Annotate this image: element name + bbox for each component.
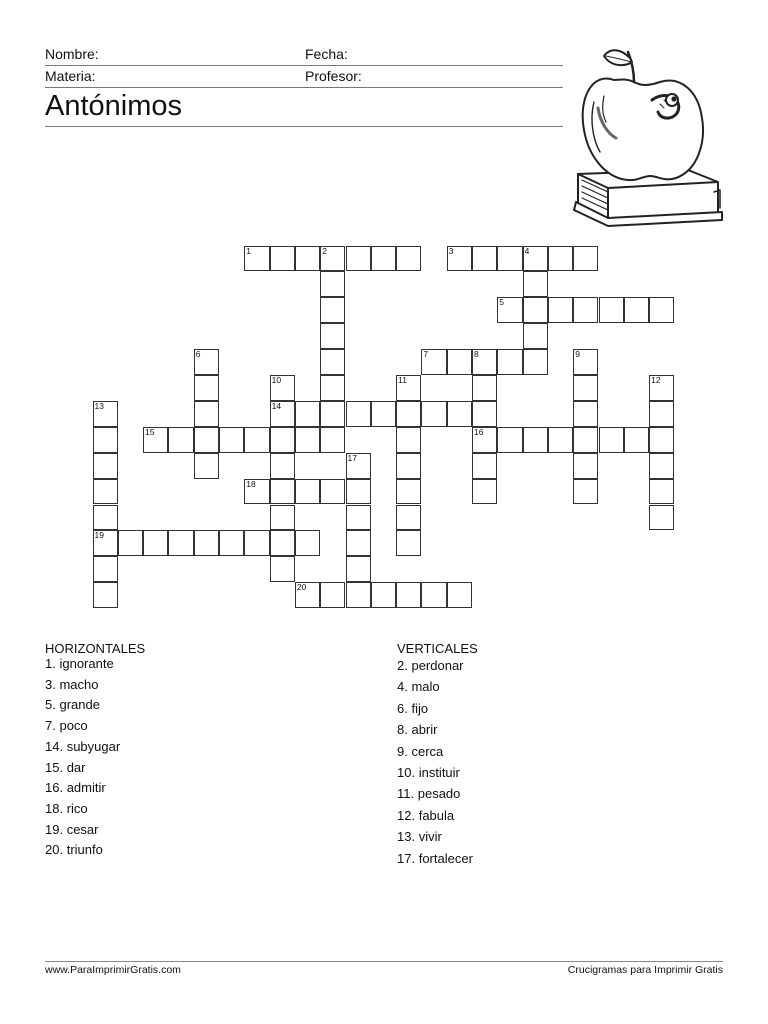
crossword-cell[interactable] [573,401,598,427]
crossword-cell[interactable] [143,427,168,453]
across-clue: 5. grande [45,697,100,713]
crossword-cell[interactable] [270,401,295,427]
crossword-cell[interactable] [320,246,345,272]
crossword-cell[interactable] [649,375,674,401]
subject-label: Materia: [45,68,96,84]
crossword-cell[interactable] [497,246,522,272]
across-heading: HORIZONTALES [45,641,146,656]
across-clue: 15. dar [45,759,86,775]
clue-number: 9 [575,349,580,360]
crossword-cell[interactable] [270,427,295,453]
clue-number: 5 [499,297,505,308]
crossword-cell[interactable] [346,453,371,479]
across-clue: 3. macho [45,676,99,692]
name-label: Nombre: [45,46,99,62]
clue-number: 19 [94,530,104,541]
across-clue: 7. poco [45,718,88,734]
clue-number: 1 [246,245,252,256]
clue-number: 8 [474,349,479,360]
crossword-cell[interactable] [270,453,295,479]
crossword-cell[interactable] [573,375,598,401]
crossword-cell[interactable] [472,246,497,272]
crossword-cell[interactable] [168,427,193,453]
footer-website[interactable]: www.ParaImprimirGratis.com [45,964,181,976]
crossword-cell[interactable] [295,246,320,272]
crossword-cell[interactable] [194,349,219,375]
crossword-cell[interactable] [320,401,345,427]
crossword-cell[interactable] [421,401,446,427]
crossword-cell[interactable] [320,349,345,375]
crossword-cell[interactable] [320,323,345,349]
down-clue: 6. fijo [397,700,429,716]
clue-number: 6 [195,349,201,360]
crossword-cell[interactable] [295,530,320,556]
clue-number: 11 [398,375,407,385]
crossword-cell[interactable] [447,349,472,375]
crossword-cell[interactable] [421,582,446,608]
footer-divider [45,961,723,962]
clue-number: 7 [423,349,429,360]
down-clue: 8. abrir [397,722,438,738]
down-clue: 17. fortalecer [397,850,473,866]
crossword-cell[interactable] [472,375,497,401]
crossword-cell[interactable] [472,479,497,505]
crossword-cell[interactable] [649,427,674,453]
clue-number: 17 [347,452,357,463]
crossword-cell[interactable] [523,349,548,375]
crossword-cell[interactable] [396,479,421,505]
crossword-cell[interactable] [497,297,522,323]
crossword-cell[interactable] [93,505,118,531]
crossword-cell[interactable] [523,297,548,323]
crossword-cell[interactable] [320,297,345,323]
crossword-cell[interactable] [548,427,573,453]
crossword-cell[interactable] [320,271,345,297]
crossword-cell[interactable] [346,505,371,531]
clue-number: 12 [651,375,661,385]
down-clue: 13. vivir [397,829,442,845]
crossword-cell[interactable] [396,505,421,531]
crossword-cell[interactable] [346,246,371,272]
crossword-cell[interactable] [573,453,598,479]
across-clue: 19. cesar [45,821,99,837]
crossword-cell[interactable] [649,453,674,479]
crossword-cell[interactable] [447,582,472,608]
crossword-cell[interactable] [649,297,674,323]
crossword-cell[interactable] [624,427,649,453]
crossword-cell[interactable] [270,246,295,272]
clue-number: 3 [448,245,454,256]
clue-number: 13 [94,400,104,411]
crossword-cell[interactable] [320,375,345,401]
down-clue-list [397,655,473,869]
crossword-cell[interactable] [396,401,421,427]
crossword-cell[interactable] [93,582,118,608]
down-heading: VERTICALES [397,641,478,656]
crossword-cell[interactable] [295,479,320,505]
crossword-cell[interactable] [244,479,269,505]
across-clue: 20. triunfo [45,842,103,858]
crossword-cell[interactable] [573,297,598,323]
clue-number: 15 [145,426,155,437]
crossword-cell[interactable] [346,530,371,556]
crossword-cell[interactable] [599,427,624,453]
crossword-cell[interactable] [396,530,421,556]
crossword-cell[interactable] [168,530,193,556]
crossword-cell[interactable] [244,530,269,556]
crossword-cell[interactable] [219,427,244,453]
crossword-cell[interactable] [421,349,446,375]
crossword-cell[interactable] [194,401,219,427]
crossword-cell[interactable] [649,505,674,531]
crossword-cell[interactable] [497,427,522,453]
crossword-cell[interactable] [194,427,219,453]
crossword-cell[interactable] [295,401,320,427]
crossword-cell[interactable] [396,375,421,401]
crossword-cell[interactable] [472,453,497,479]
crossword-cell[interactable] [346,582,371,608]
down-clue: 2. perdonar [397,658,464,673]
crossword-cell[interactable] [573,427,598,453]
across-clue: 16. admitir [45,780,106,796]
teacher-label: Profesor: [305,68,362,84]
crossword-cell[interactable] [649,401,674,427]
date-label: Fecha: [305,46,348,62]
clue-number: 20 [296,582,307,593]
crossword-cell[interactable] [396,246,421,272]
crossword-cell[interactable] [472,427,497,453]
down-clue: 4. malo [397,679,440,695]
crossword-cell[interactable] [244,246,269,272]
crossword-cell[interactable] [295,427,320,453]
across-clue: 1. ignorante [45,656,114,671]
page-title: Antónimos [45,90,183,122]
crossword-cell[interactable] [447,401,472,427]
clue-number: 16 [474,426,484,437]
crossword-cell[interactable] [573,479,598,505]
crossword-cell[interactable] [396,453,421,479]
crossword-cell[interactable] [194,530,219,556]
crossword-cell[interactable] [371,582,396,608]
across-clue: 18. rico [45,800,88,816]
crossword-cell[interactable] [649,479,674,505]
down-clue: 11. pesado [397,786,461,802]
crossword-cell[interactable] [320,582,345,608]
crossword-cell[interactable] [244,427,269,453]
clue-number: 10 [271,375,282,385]
across-clue: 14. subyugar [45,738,121,754]
crossword-cell[interactable] [346,556,371,582]
crossword-cell[interactable] [219,530,244,556]
down-clue: 10. instituir [397,765,460,781]
crossword-cell[interactable] [472,401,497,427]
crossword-cell[interactable] [93,556,118,582]
crossword-cell[interactable] [194,453,219,479]
crossword-cell[interactable] [548,297,573,323]
crossword-cell[interactable] [548,246,573,272]
crossword-cell[interactable] [270,479,295,505]
clue-number: 4 [524,245,530,256]
crossword-cell[interactable] [523,271,548,297]
crossword-cell[interactable] [270,375,295,401]
crossword-cell[interactable] [93,479,118,505]
crossword-cell[interactable] [270,556,295,582]
crossword-cell[interactable] [599,297,624,323]
crossword-cell[interactable] [295,582,320,608]
crossword-cell[interactable] [118,530,143,556]
crossword-cell[interactable] [371,246,396,272]
crossword-cell[interactable] [93,401,118,427]
crossword-cell[interactable] [447,246,472,272]
clue-number: 2 [322,245,327,256]
crossword-cell[interactable] [270,530,295,556]
crossword-cell[interactable] [624,297,649,323]
crossword-cell[interactable] [396,427,421,453]
crossword-cell[interactable] [396,582,421,608]
crossword-cell[interactable] [270,505,295,531]
crossword-cell[interactable] [93,530,118,556]
crossword-cell[interactable] [320,479,345,505]
clue-number: 18 [246,478,256,489]
crossword-cell[interactable] [523,323,548,349]
crossword-cell[interactable] [93,453,118,479]
crossword-cell[interactable] [371,401,396,427]
crossword-cell[interactable] [143,530,168,556]
crossword-cell[interactable] [320,427,345,453]
clue-number: 14 [271,400,282,411]
footer-caption: Crucigramas para Imprimir Gratis [567,964,723,976]
across-clue-list [45,654,120,861]
crossword-cell[interactable] [523,246,548,272]
down-clue: 12. fabula [397,807,455,823]
crossword-cell[interactable] [573,246,598,272]
crossword-cell[interactable] [346,401,371,427]
crossword-cell[interactable] [93,427,118,453]
crossword-cell[interactable] [573,349,598,375]
crossword-cell[interactable] [523,427,548,453]
crossword-cell[interactable] [497,349,522,375]
crossword-cell[interactable] [194,375,219,401]
down-clue: 9. cerca [397,743,444,759]
crossword-cell[interactable] [346,479,371,505]
crossword-cell[interactable] [472,349,497,375]
